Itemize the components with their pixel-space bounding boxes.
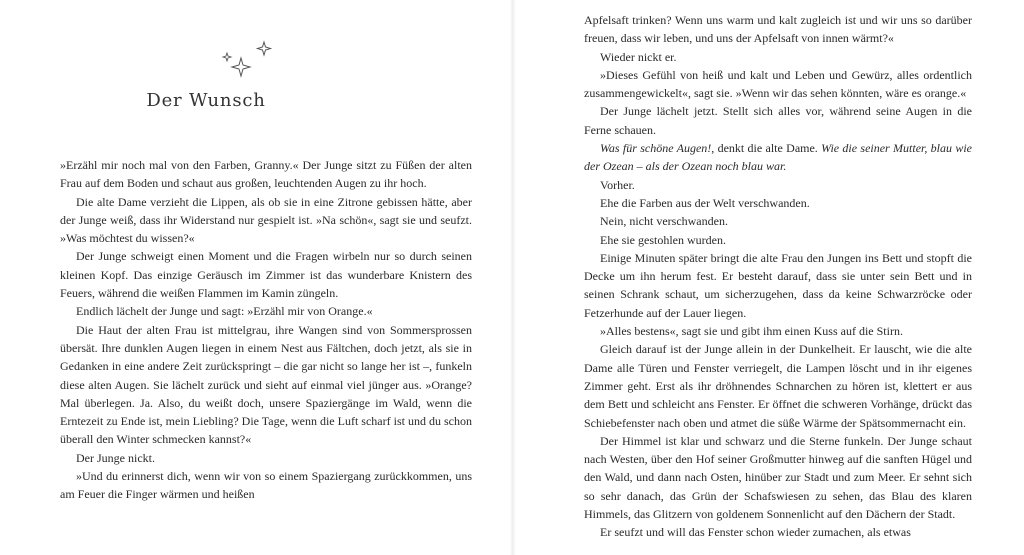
paragraph: Der Junge nickt.: [76, 450, 155, 465]
book-gutter: [510, 0, 516, 555]
paragraph: Nein, nicht verschwanden.: [600, 214, 728, 229]
paragraph: Endlich lächelt der Junge und sagt: »Erzähl mir von Orange.«: [76, 304, 373, 319]
paragraph: Der Junge schweigt einen Moment und die Fragen wirbeln nur so durch seinen kleinen Kopf. Das einzige Geräusch im Zimmer ist das wunderbare Knistern des Feuers, während die weißen Flammen im Kamin züngeln.: [60, 249, 472, 301]
paragraph: »Alles bestens«, sagt sie und gibt ihm einen Kuss auf die Stirn.: [600, 324, 903, 339]
paragraph: Einige Minuten später bringt die alte Frau den Jungen ins Bett und stopft die Decke um ihn herum fest. Er besteht darauf, dass sie unter sein Bett und in seinen Schrank schaut, um sicherzugehen, dass da keine Schwarzröcke oder Fetzerhunde auf der Lauer liegen.: [584, 250, 972, 320]
italic-thought: Wie die seiner Mutter, blau wie der Ozean – als der Ozean noch blau war.: [584, 141, 972, 174]
narration: , denkt die alte Dame.: [711, 141, 822, 156]
sparkle-stars-icon: [215, 36, 275, 80]
paragraph: Ehe sie gestohlen wurden.: [600, 232, 726, 247]
paragraph: Die Haut der alten Frau ist mittelgrau, ihre Wangen sind von Sommersprossen übersät. Ihre dunklen Augen liegen in einem Nest aus Fältchen, doch jetzt, als sie in Gedanken in eine andere Zeit zurückspringt – die gar nicht so lange her ist –, funkeln diese alten Augen. Sie lächelt zurück und sieht auf einmal viel jünger aus. »Orange? Mal überlegen. Ja. Also, du weißt doch, unsere Spaziergänge im Wald, wenn die Erntezeit zu Ende ist, mein Liebling? Die Tage, wenn die Luft scharf ist und du schon überall den Winter schmecken kannst?«: [60, 322, 472, 447]
paragraph: Der Junge lächelt jetzt. Stellt sich alles vor, während seine Augen in die Ferne schauen.: [584, 104, 972, 137]
paragraph: Er seufzt und will das Fenster schon wieder zumachen, als etwas: [600, 525, 911, 540]
paragraph: Der Himmel ist klar und schwarz und die Sterne funkeln. Der Junge schaut nach Westen, über den Hof seiner Großmutter hinweg auf die sanften Hügel und den Wald, und dann nach Osten, hinüber zur Stadt und zum Meer. Er sehnt sich so sehr danach, das Grün der Schafswiesen zu sehen, das Blau des klaren Himmels, das Glitzern von goldenem Sonnenlicht auf den Dächern der Stadt.: [584, 433, 972, 522]
italic-thought: Was für schöne Augen!: [600, 141, 712, 156]
paragraph: »Und du erinnerst dich, wenn wir von so einem Spaziergang zurückkommen, uns am Feuer die Finger wärmen und heißen: [60, 469, 472, 502]
right-page: [584, 0, 972, 555]
paragraph: Vorher.: [600, 177, 635, 192]
left-page-text: [60, 156, 472, 504]
paragraph: Die alte Dame verzieht die Lippen, als ob sie in eine Zitrone gebissen hätte, aber der Junge weiß, dass ihr Widerstand nur gespielt ist. »Na schön«, sagt sie und seufzt. »Was möchtest du wissen?«: [60, 194, 472, 246]
paragraph: Apfelsaft trinken? Wenn uns warm und kalt zugleich ist und wir uns so darüber freuen, dass wir leben, und uns der Apfelsaft von innen wärmt?«: [584, 13, 972, 46]
paragraph: [584, 139, 972, 176]
paragraph: Wieder nickt er.: [600, 49, 677, 64]
paragraph: Gleich darauf ist der Junge allein in der Dunkelheit. Er lauscht, wie die alte Dame alle Türen und Fenster verriegelt, die Lampen löscht und in ihr eigenes Zimmer geht. Erst als ihr dröhnendes Schnarchen zu hören ist, klettert er aus dem Bett und schleicht ans Fenster. Er öffnet die schweren Vorhänge, drückt das Schiebefenster nach oben und atmet die süße Wärme der Spätsommernacht ein.: [584, 342, 972, 430]
left-page: [60, 0, 472, 555]
paragraph: »Erzähl mir noch mal von den Farben, Granny.« Der Junge sitzt zu Füßen der alten Frau auf dem Boden und schaut aus großen, leuchtenden Augen zu ihr hoch.: [60, 158, 472, 191]
paragraph: Ehe die Farben aus der Welt verschwanden.: [600, 195, 810, 210]
right-page-text: [584, 11, 972, 542]
paragraph: »Dieses Gefühl von heiß und kalt und Leben und Gewürz, alles ordentlich zusammengewickelt«, sagt sie. »Wenn wir das sehen könnten, wäre es orange.«: [584, 67, 972, 101]
chapter-title: Der Wunsch: [146, 90, 266, 111]
